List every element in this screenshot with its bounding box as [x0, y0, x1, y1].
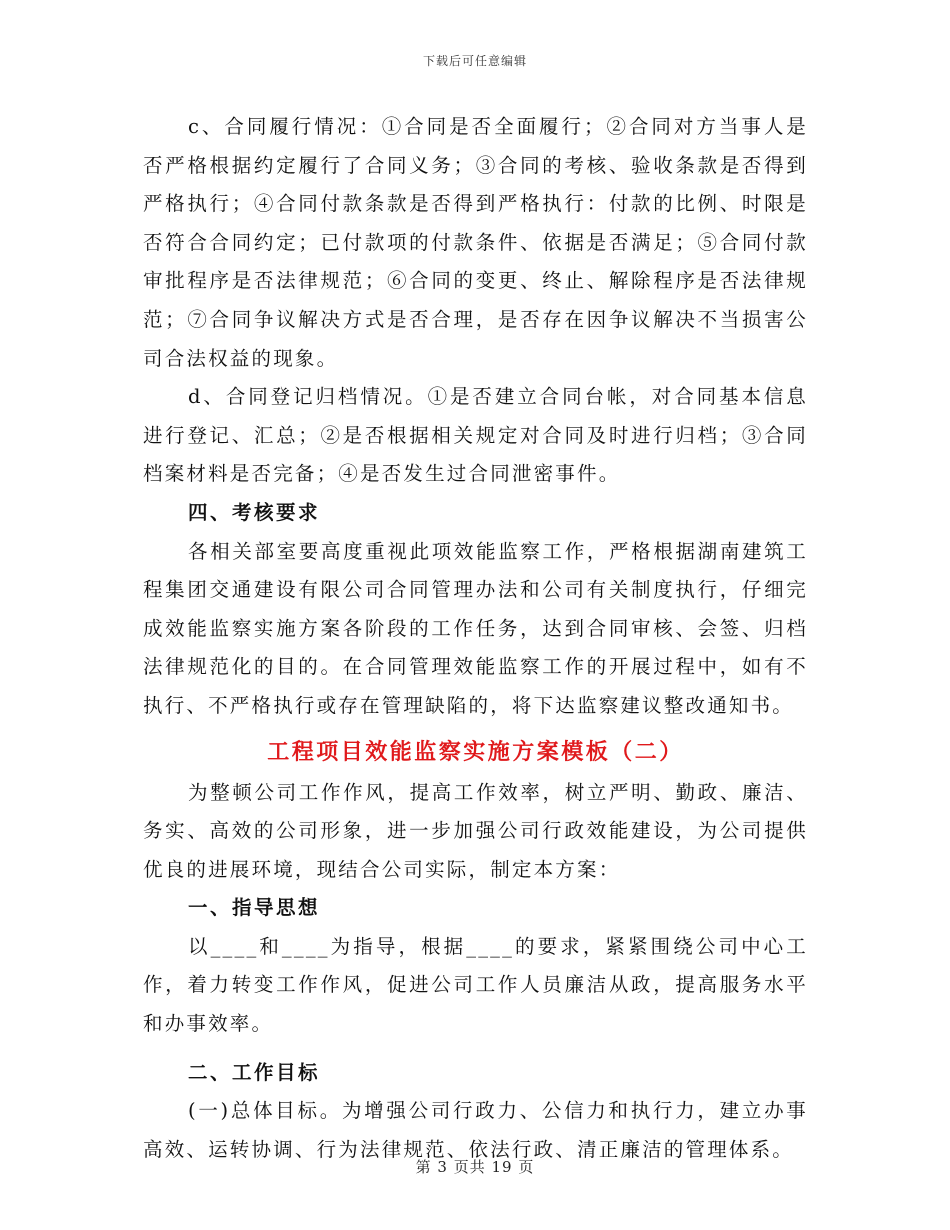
paragraph-overall-objective: (一)总体目标。为增强公司行政力、公信力和执行力，建立办事高效、运转协调、行为法律规范、依法行政、清正廉洁的管理体系。: [143, 1099, 809, 1161]
paragraph-introduction: 为整顿公司工作作风，提高工作效率，树立严明、勤政、廉洁、务实、高效的公司形象，进一步加强公司行政效能建设，为公司提供优良的进展环境，现结合公司实际，制定本方案：: [143, 780, 808, 881]
section-heading-work-objectives: 二、工作目标: [188, 1060, 321, 1084]
document-title-template-2: 工程项目效能监察实施方案模板（二）: [267, 738, 684, 765]
page-number: 第 3 页共 19 页: [415, 1158, 535, 1176]
document-body: [143, 108, 808, 1169]
paragraph-contract-performance: c、合同履行情况：①合同是否全面履行；②合同对方当事人是否严格根据约定履行了合同义务；③合同的考核、验收条款是否得到严格执行；④合同付款条款是否得到严格执行：付款的比例、时限是否符合合同约定；已付款项的付款条件、依据是否满足；⑤合同付款审批程序是否法律规范；⑥合同的变更、终止、解除程序是否法律规范；⑦合同争议解决方式是否合理，是否存在因争议解决不当损害公司合法权益的现象。: [143, 115, 808, 370]
page-header-note: 下载后可任意编辑: [422, 54, 527, 68]
section-heading-assessment: 四、考核要求: [188, 500, 321, 524]
paragraph-assessment-requirements: 各相关部室要高度重视此项效能监察工作，严格根据湖南建筑工程集团交通建设有限公司合同管理办法和公司有关制度执行，仔细完成效能监察实施方案各阶段的工作任务，达到合同审核、会签、归档法律规范化的目的。在合同管理效能监察工作的开展过程中，如有不执行、不严格执行或存在管理缺陷的，将下达监察建议整改通知书。: [143, 539, 808, 717]
paragraph-contract-archiving: d、合同登记归档情况。①是否建立合同台帐，对合同基本信息进行登记、汇总；②是否根据相关规定对合同及时进行归档；③合同档案材料是否完备；④是否发生过合同泄密事件。: [143, 385, 808, 486]
section-heading-guiding-ideology: 一、指导思想: [188, 896, 321, 920]
paragraph-guiding-ideology: 以____和____为指导，根据____的要求，紧紧围绕公司中心工作，着力转变工作作风，促进公司工作人员廉洁从政，提高服务水平和办事效率。: [143, 934, 808, 1036]
